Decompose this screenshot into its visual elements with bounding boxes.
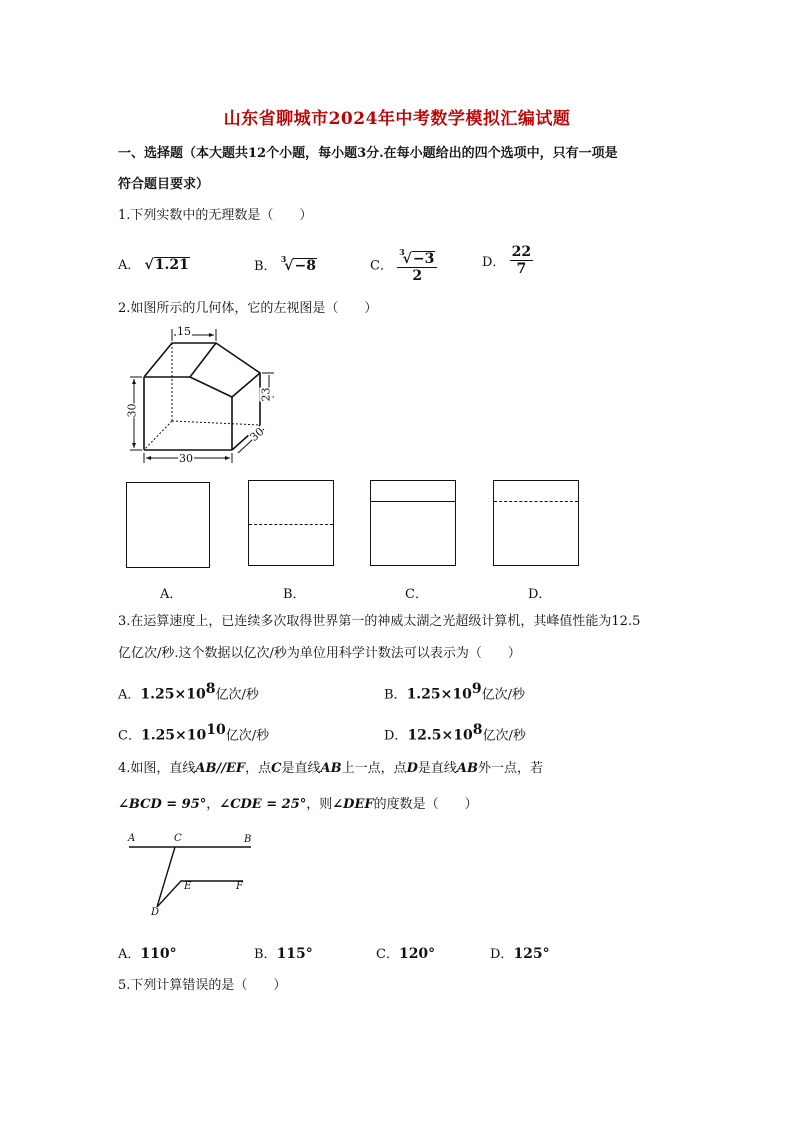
q4-option-b[interactable] [254, 943, 313, 962]
q4-math-angle-bcd: ∠BCD = 95° [118, 797, 207, 812]
q4-text-4: 上一点，点 [341, 761, 407, 776]
q2-dim-bottom: 30 [179, 452, 193, 465]
q1-option-b-radicand: −8 [294, 258, 316, 274]
q4-math-ab-2: AB [456, 761, 478, 776]
q4-text-2: ，点 [245, 761, 272, 776]
q4-text-8: ，则 [306, 797, 333, 812]
q2-view-d[interactable] [493, 480, 579, 566]
q4-option-b-value: 115° [276, 946, 313, 962]
q4-option-d[interactable] [490, 943, 550, 962]
q1-option-d-fraction [510, 244, 533, 277]
q1-option-c-letter: C． [370, 258, 393, 274]
q1-option-d-letter: D． [482, 255, 506, 270]
q4-math-angle-def: ∠DEF [332, 797, 374, 812]
section-heading-line1: 一、选择题（本大题共12个小题，每小题3分.在每小题给出的四个选项中，只有一项是 [118, 146, 618, 161]
q5-stem: 5.下列计算错误的是（ ） [118, 978, 287, 993]
q3-option-d-mantissa: 12.5×10 [407, 727, 473, 744]
q1-option-a-radicand: 1.21 [154, 257, 189, 273]
q2-dim-top: 15 [177, 325, 191, 338]
q3-option-d-unit: 亿次/秒 [482, 728, 526, 744]
q2-option-d-label[interactable]: D． [528, 587, 552, 602]
q4-text-1: 4.如图，直线 [118, 761, 196, 776]
q1-option-d-denominator: 7 [516, 261, 527, 277]
q4-text-6: 外一点，若 [477, 761, 543, 776]
q1-option-d[interactable] [482, 244, 533, 277]
q4-option-a-letter: A． [118, 947, 141, 962]
q1-option-c-radicand: −3 [412, 251, 435, 267]
q4-math-c: C [271, 761, 282, 776]
q1-option-c-index: 3 [399, 247, 405, 257]
q4-label-a: A [128, 833, 136, 844]
q2-option-b-label[interactable]: B． [283, 587, 306, 602]
q3-stem-line1: 3.在运算速度上，已连续多次取得世界第一的神威太湖之光超级计算机，其峰值性能为12.5 [118, 614, 641, 629]
q3-option-b-unit: 亿次/秒 [481, 687, 526, 703]
q3-option-a[interactable] [118, 681, 259, 702]
q1-option-b-index: 3 [280, 254, 287, 264]
q4-label-b: B [244, 834, 252, 845]
q2-view-c-edge-line [371, 501, 455, 502]
q4-option-c-letter: C． [376, 947, 399, 962]
q4-text-5: 是直线 [417, 761, 457, 776]
q1-option-a[interactable] [118, 254, 190, 273]
q1-option-b-value: $^3$√−8 [280, 254, 316, 274]
q4-label-d: D [151, 907, 160, 918]
q3-option-a-exp: 8 [205, 681, 216, 697]
q4-text-3: 是直线 [281, 761, 321, 776]
q1-stem: 1.下列实数中的无理数是（ ） [118, 208, 313, 223]
q4-option-d-letter: D． [490, 947, 514, 962]
q4-stem-line2 [118, 796, 478, 814]
q3-option-c-exp: 10 [206, 722, 226, 738]
q1-option-b-letter: B． [254, 259, 277, 274]
q3-option-c-mantissa: 1.25×10 [140, 727, 207, 744]
q1-option-c-fraction [397, 244, 437, 284]
q4-option-b-letter: B． [254, 947, 277, 962]
q3-option-c-unit: 亿次/秒 [225, 728, 270, 744]
q2-dim-depth: 30 [247, 424, 267, 445]
q3-option-b-exp: 9 [471, 681, 482, 697]
q4-label-e: E [184, 881, 192, 892]
q2-option-c-label[interactable]: C． [405, 587, 428, 602]
q3-stem-line2: 亿亿次/秒.这个数据以亿次/秒为单位用科学计数法可以表示为（ ） [118, 646, 521, 661]
q4-math-ab-parallel-ef: AB//EF [195, 761, 246, 776]
q3-option-d[interactable] [384, 722, 526, 743]
q4-math-angle-cde: ∠CDE = 25° [219, 797, 307, 812]
q3-option-c-letter: C． [118, 728, 141, 744]
q4-option-d-value: 125° [513, 946, 550, 962]
q3-option-d-exp: 8 [472, 722, 483, 738]
q4-figure [125, 833, 260, 925]
q4-text-7: ， [206, 797, 220, 812]
q3-option-a-mantissa: 1.25×10 [140, 686, 206, 703]
q4-option-c[interactable] [376, 943, 435, 962]
q2-view-d-hidden-line [494, 501, 578, 502]
q2-view-a[interactable] [126, 482, 210, 568]
q1-option-c-denominator: 2 [412, 268, 423, 284]
q2-view-b-hidden-line [249, 524, 333, 525]
q4-label-c: C [174, 833, 182, 844]
q2-dim-right: 23 [259, 387, 273, 402]
q3-option-b[interactable] [384, 681, 525, 702]
q3-option-a-letter: A． [118, 687, 141, 703]
q4-option-a[interactable] [118, 943, 177, 962]
q4-text-9: 的度数是（ ） [373, 797, 478, 812]
q2-dim-left: 30 [125, 403, 139, 418]
q1-option-c-numerator: $^3$√−3 [397, 244, 437, 268]
q4-option-c-value: 120° [398, 946, 436, 962]
q4-option-a-value: 110° [140, 946, 177, 962]
section-heading-line2: 符合题目要求） [118, 177, 210, 192]
q2-stem: 2.如图所示的几何体，它的左视图是（ ） [118, 301, 378, 316]
q4-stem-line1 [118, 760, 543, 778]
q3-option-b-mantissa: 1.25×10 [406, 686, 472, 703]
q3-option-b-letter: B． [384, 687, 407, 703]
page-title: 山东省聊城市2024年中考数学模拟汇编试题 [223, 109, 571, 129]
q4-label-f: F [236, 881, 243, 892]
q3-option-d-letter: D． [384, 728, 408, 744]
q1-option-a-letter: A． [118, 258, 141, 273]
q1-option-c[interactable] [370, 244, 437, 284]
q2-view-c[interactable] [370, 480, 456, 566]
q3-option-a-unit: 亿次/秒 [215, 687, 259, 703]
q4-math-ab: AB [320, 761, 342, 776]
q3-option-c[interactable] [118, 722, 269, 743]
q1-option-b[interactable] [254, 254, 317, 274]
q1-option-a-value: √1.21 [144, 257, 189, 273]
q4-math-d: D [406, 761, 418, 776]
q1-option-d-numerator: 22 [511, 244, 532, 260]
q2-view-b[interactable] [248, 480, 334, 566]
q2-option-a-label[interactable]: A． [160, 587, 183, 602]
